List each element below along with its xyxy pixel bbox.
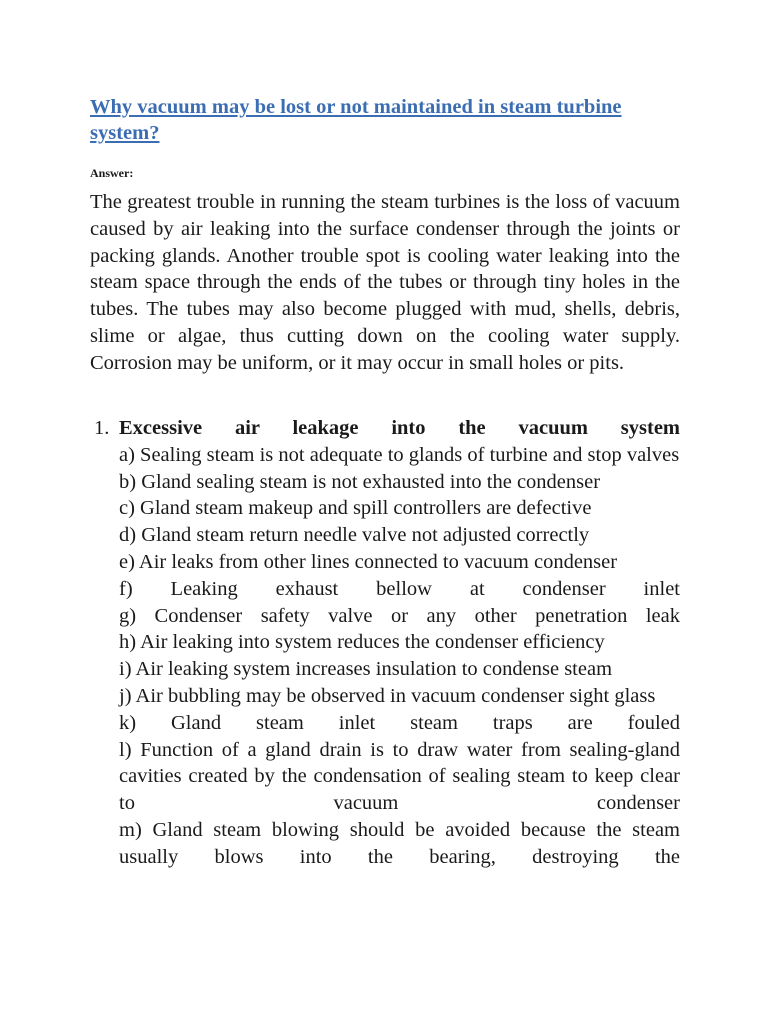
sub-item-i: i) Air leaking system increases insulation to condense steam [119,658,613,681]
sub-item-h: h) Air leaking into system reduces the condenser efficiency [119,631,605,654]
sub-item-l: l) Function of a gland drain is to draw water from sealing-gland cavities created by the condensation of sealing steam to keep clear to vacuum condenser [119,738,680,815]
sub-item-k: k) Gland steam inlet steam traps are fouled [119,711,680,734]
sub-item-j: j) Air bubbling may be observed in vacuum condenser sight glass [119,684,656,707]
list-item-heading: Excessive air leakage into the vacuum system [119,417,680,439]
sub-item-e: e) Air leaks from other lines connected to vacuum condenser [119,550,618,573]
causes-list [90,415,680,871]
intro-paragraph: The greatest trouble in running the steam turbines is the loss of vacuum caused by air leaking into the surface condenser through the joints or packing glands. Another trouble spot is cooling water leaking into the steam space through the ends of the tubes or through tiny holes in the tubes. The tubes may also become plugged with mud, shells, debris, slime or algae, thus cutting down on the cooling water supply. Corrosion may be uniform, or it may occur in small holes or pits. [90,191,680,374]
sub-item-d: d) Gland steam return needle valve not adjusted correctly [119,524,590,547]
sub-item-f: f) Leaking exhaust bellow at condenser inlet [119,577,680,600]
list-item-number: 1. [94,417,110,439]
sub-item-a: a) Sealing steam is not adequate to glands of turbine and stop valves [119,443,680,466]
sub-item-c: c) Gland steam makeup and spill controllers are defective [119,497,592,520]
document-title[interactable]: Why vacuum may be lost or not maintained in steam turbine system? [90,96,622,144]
sub-item-b: b) Gland sealing steam is not exhausted into the condenser [119,470,601,493]
list-item [90,415,680,871]
answer-label: Answer: [90,166,134,180]
sub-item-g: g) Condenser safety valve or any other penetration leak [119,604,680,627]
sub-item-m: m) Gland steam blowing should be avoided because the steam usually blows into the bearing, destroying the [119,818,680,868]
